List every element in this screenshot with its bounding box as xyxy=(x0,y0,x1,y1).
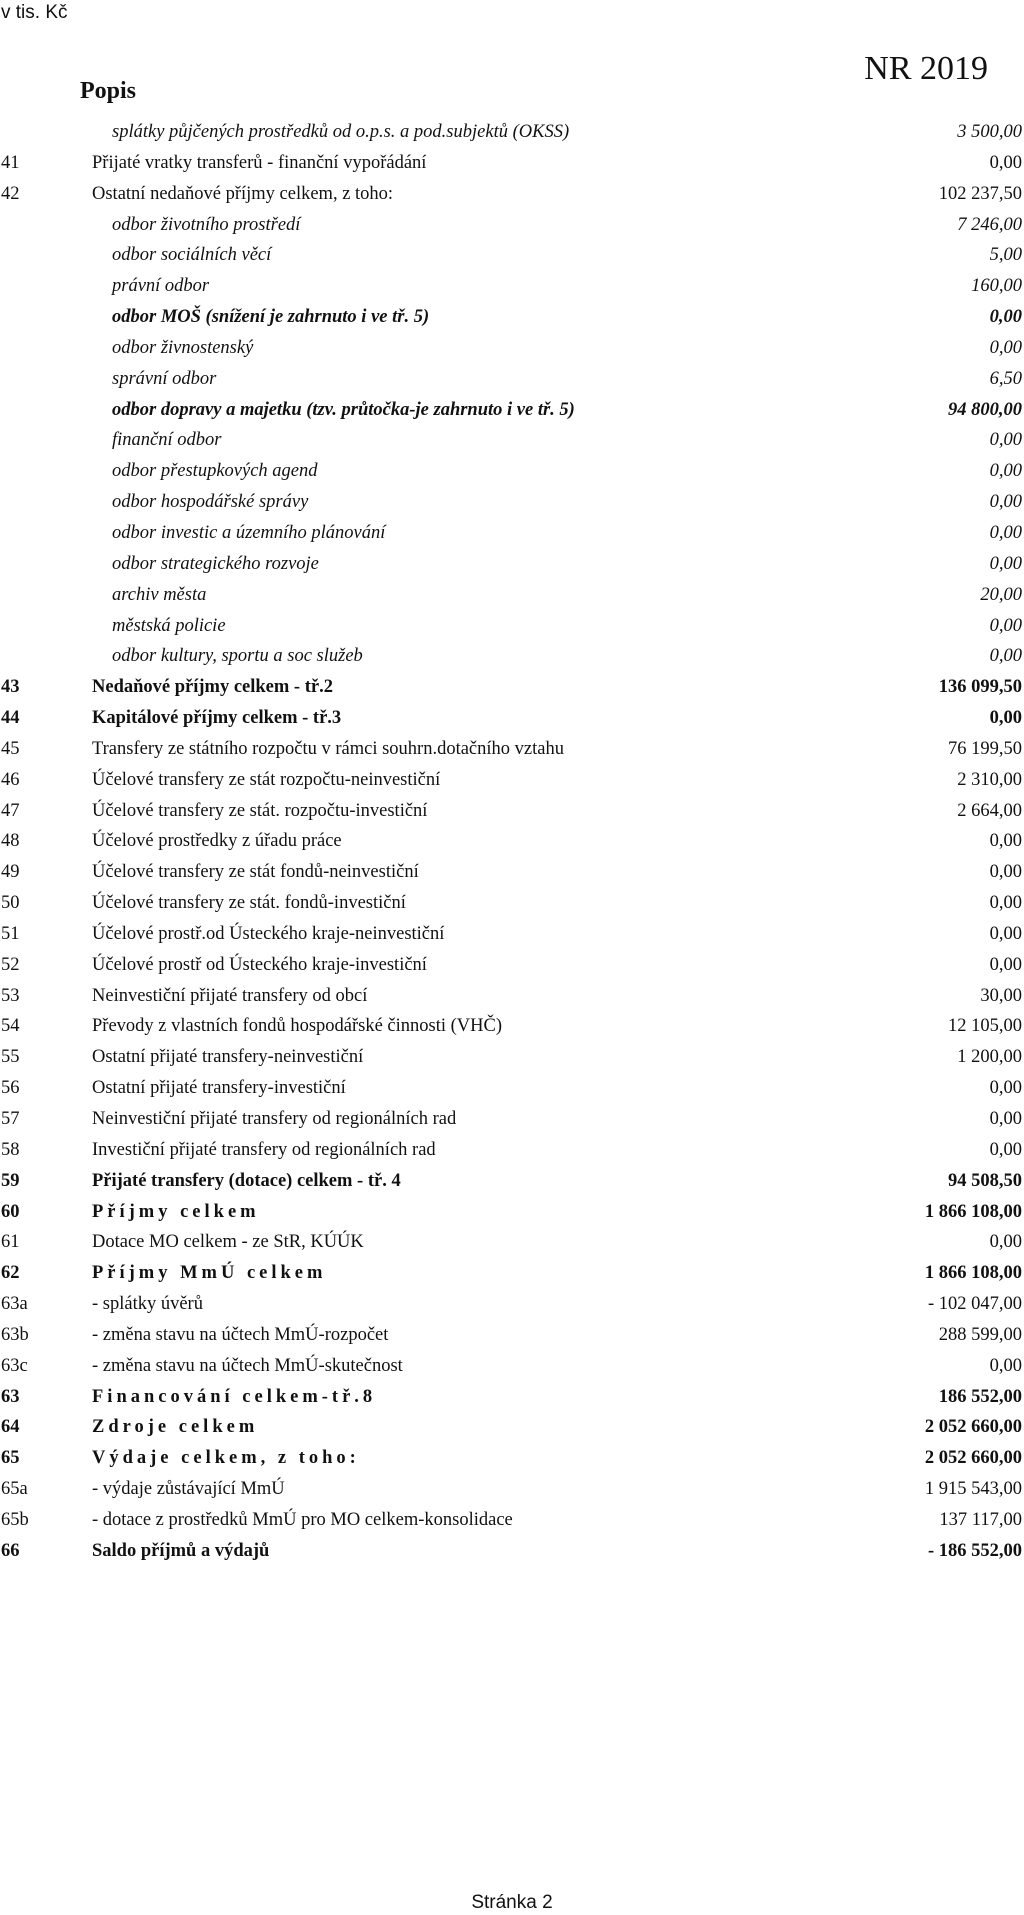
row-label: Účelové transfery ze stát rozpočtu-neinvestiční xyxy=(92,769,441,790)
table-row xyxy=(0,826,1024,857)
table-row xyxy=(0,1073,1024,1104)
row-label: Zdroje celkem xyxy=(92,1417,259,1438)
table-row xyxy=(0,395,1024,426)
row-value: 94 800,00 xyxy=(948,399,1022,420)
row-label: Výdaje celkem, z toho: xyxy=(92,1448,360,1469)
table-row xyxy=(0,981,1024,1012)
row-value: 2 052 660,00 xyxy=(924,1417,1022,1438)
row-label: odbor přestupkových agend xyxy=(112,461,318,482)
table-row xyxy=(0,611,1024,642)
row-label: - výdaje zůstávající MmÚ xyxy=(92,1479,285,1500)
row-value: 0,00 xyxy=(989,1139,1022,1160)
table-row xyxy=(0,210,1024,241)
table-row xyxy=(0,734,1024,765)
table-row xyxy=(0,1104,1024,1135)
row-value: 0,00 xyxy=(989,152,1022,173)
row-label: Přijaté vratky transferů - finanční vypořádání xyxy=(92,152,427,173)
table-row xyxy=(0,641,1024,672)
row-value: 102 237,50 xyxy=(938,183,1022,204)
table-row xyxy=(0,1011,1024,1042)
row-value: 0,00 xyxy=(989,1232,1022,1253)
row-label: splátky půjčených prostředků od o.p.s. a pod.subjektů (OKSS) xyxy=(112,122,570,142)
table-row xyxy=(0,549,1024,580)
row-number: 45 xyxy=(1,738,20,759)
row-value: 1 915 543,00 xyxy=(924,1479,1022,1500)
row-label: odbor sociálních věcí xyxy=(112,245,272,266)
row-label: odbor dopravy a majetku (tzv. průtočka-je zahrnuto i ve tř. 5) xyxy=(112,399,575,420)
row-number: 65a xyxy=(1,1479,28,1500)
row-number: 44 xyxy=(1,708,20,729)
table-row xyxy=(0,1042,1024,1073)
row-number: 61 xyxy=(1,1232,20,1253)
table-row xyxy=(0,148,1024,179)
row-number: 43 xyxy=(1,677,20,698)
row-value: 0,00 xyxy=(989,553,1022,574)
row-label: odbor živnostenský xyxy=(112,337,254,358)
table-row xyxy=(0,1474,1024,1505)
row-label: Neinvestiční přijaté transfery od regionálních rad xyxy=(92,1109,457,1129)
row-value: 0,00 xyxy=(989,923,1022,944)
row-label: - dotace z prostředků MmÚ pro MO celkem-konsolidace xyxy=(92,1509,513,1530)
row-label: odbor investic a územního plánování xyxy=(112,522,386,543)
row-value: 0,00 xyxy=(989,708,1022,729)
row-label: Převody z vlastních fondů hospodářské činnosti (VHČ) xyxy=(92,1016,503,1037)
row-value: 0,00 xyxy=(989,1078,1022,1099)
table-row xyxy=(0,1289,1024,1320)
row-number: 52 xyxy=(1,954,20,975)
row-value: 2 052 660,00 xyxy=(924,1448,1022,1469)
row-value: 0,00 xyxy=(989,646,1022,667)
row-value: 0,00 xyxy=(989,492,1022,513)
table-row xyxy=(0,179,1024,210)
row-value: 0,00 xyxy=(989,615,1022,636)
table-row xyxy=(0,703,1024,734)
row-value: 2 664,00 xyxy=(957,800,1022,821)
row-label: Účelové prostř.od Ústeckého kraje-neinvestiční xyxy=(92,923,445,944)
row-value: 1 866 108,00 xyxy=(924,1263,1022,1284)
table-row xyxy=(0,1382,1024,1413)
row-number: 51 xyxy=(1,923,20,944)
table-row xyxy=(0,1320,1024,1351)
table-row xyxy=(0,1258,1024,1289)
table-row xyxy=(0,1412,1024,1443)
row-value: - 186 552,00 xyxy=(927,1540,1022,1561)
row-label: Nedaňové příjmy celkem - tř.2 xyxy=(92,677,333,698)
row-label: městská policie xyxy=(112,615,226,636)
row-value: - 102 047,00 xyxy=(927,1294,1022,1315)
row-label: odbor kultury, sportu a soc služeb xyxy=(112,646,363,667)
row-label: Financování celkem-tř.8 xyxy=(92,1386,377,1407)
row-label: - změna stavu na účtech MmÚ-skutečnost xyxy=(92,1355,403,1376)
row-label: Příjmy MmÚ celkem xyxy=(92,1263,327,1284)
table-row xyxy=(0,333,1024,364)
row-label: Neinvestiční přijaté transfery od obcí xyxy=(92,985,368,1006)
row-value: 20,00 xyxy=(980,584,1022,605)
row-value: 30,00 xyxy=(980,985,1022,1006)
row-label: odbor životního prostředí xyxy=(112,214,301,235)
row-label: Ostatní přijaté transfery-neinvestiční xyxy=(92,1047,364,1068)
table-row xyxy=(0,1351,1024,1382)
row-label: Ostatní nedaňové příjmy celkem, z toho: xyxy=(92,183,394,204)
row-value: 0,00 xyxy=(989,522,1022,543)
column-title: Popis xyxy=(80,78,137,104)
row-value: 0,00 xyxy=(989,461,1022,482)
table-row xyxy=(0,456,1024,487)
row-value: 0,00 xyxy=(989,1109,1022,1129)
row-value: 0,00 xyxy=(989,893,1022,914)
table-row xyxy=(0,1166,1024,1197)
table-row xyxy=(0,518,1024,549)
row-label: Ostatní přijaté transfery-investiční xyxy=(92,1078,346,1099)
row-value: 7 246,00 xyxy=(957,214,1022,235)
row-label: odbor hospodářské správy xyxy=(112,492,309,513)
row-value: 94 508,50 xyxy=(948,1170,1022,1191)
row-label: archiv města xyxy=(112,584,207,605)
row-number: 41 xyxy=(1,152,20,173)
year-column-header: NR 2019 xyxy=(864,50,988,87)
row-number: 48 xyxy=(1,831,20,852)
row-number: 63c xyxy=(1,1355,28,1376)
row-number: 42 xyxy=(1,183,20,204)
table-row xyxy=(0,1135,1024,1166)
row-label: Investiční přijaté transfery od regionálních rad xyxy=(92,1139,436,1160)
row-label: Účelové transfery ze stát. rozpočtu-investiční xyxy=(92,800,428,821)
row-number: 64 xyxy=(1,1417,20,1438)
row-value: 288 599,00 xyxy=(938,1324,1022,1345)
row-value: 186 552,00 xyxy=(938,1386,1022,1407)
table-row xyxy=(0,580,1024,611)
row-number: 62 xyxy=(1,1263,20,1284)
row-number: 53 xyxy=(1,985,20,1006)
row-value: 5,00 xyxy=(989,245,1022,266)
row-value: 0,00 xyxy=(989,954,1022,975)
row-label: - změna stavu na účtech MmÚ-rozpočet xyxy=(92,1324,389,1345)
row-number: 56 xyxy=(1,1078,20,1099)
row-label: Účelové prostředky z úřadu práce xyxy=(92,831,342,852)
row-label: Saldo příjmů a výdajů xyxy=(92,1540,270,1561)
row-value: 6,50 xyxy=(989,368,1022,389)
table-row xyxy=(0,1197,1024,1228)
row-value: 136 099,50 xyxy=(938,677,1022,698)
row-label: Transfery ze státního rozpočtu v rámci souhrn.dotačního vztahu xyxy=(92,738,564,759)
row-number: 66 xyxy=(1,1540,20,1561)
table-row xyxy=(0,487,1024,518)
table-row xyxy=(0,1505,1024,1536)
row-number: 46 xyxy=(1,769,20,790)
table-row xyxy=(0,1443,1024,1474)
page-number: Stránka 2 xyxy=(471,1892,553,1913)
table-row xyxy=(0,919,1024,950)
row-value: 12 105,00 xyxy=(948,1016,1022,1037)
row-number: 49 xyxy=(1,862,20,883)
table-row xyxy=(0,672,1024,703)
row-number: 60 xyxy=(1,1201,20,1222)
row-number: 57 xyxy=(1,1109,20,1129)
row-value: 1 866 108,00 xyxy=(924,1201,1022,1222)
row-number: 63 xyxy=(1,1386,20,1407)
row-number: 55 xyxy=(1,1047,20,1068)
row-value: 1 200,00 xyxy=(957,1047,1022,1068)
row-label: finanční odbor xyxy=(112,430,222,451)
row-number: 58 xyxy=(1,1139,20,1160)
row-number: 63a xyxy=(1,1294,28,1315)
row-value: 3 500,00 xyxy=(957,122,1022,142)
row-label: Účelové transfery ze stát fondů-neinvestiční xyxy=(92,862,419,883)
row-label: Dotace MO celkem - ze StR, KÚÚK xyxy=(92,1232,364,1253)
budget-table xyxy=(0,117,1024,1567)
row-label: Účelové transfery ze stát. fondů-investiční xyxy=(92,893,406,914)
row-label: právní odbor xyxy=(112,276,210,297)
table-row xyxy=(0,240,1024,271)
row-label: Přijaté transfery (dotace) celkem - tř. 4 xyxy=(92,1170,401,1191)
table-row xyxy=(0,950,1024,981)
unit-label: v tis. Kč xyxy=(1,2,68,23)
row-label: odbor strategického rozvoje xyxy=(112,553,319,574)
row-number: 65b xyxy=(1,1509,29,1530)
row-label: odbor MOŠ (snížení je zahrnuto i ve tř. 5) xyxy=(112,307,430,328)
row-value: 0,00 xyxy=(989,862,1022,883)
row-value: 137 117,00 xyxy=(939,1509,1022,1530)
table-row xyxy=(0,117,1024,148)
row-value: 2 310,00 xyxy=(957,769,1022,790)
row-label: správní odbor xyxy=(112,368,217,389)
table-row xyxy=(0,857,1024,888)
row-value: 0,00 xyxy=(989,1355,1022,1376)
table-row xyxy=(0,796,1024,827)
table-row xyxy=(0,888,1024,919)
row-number: 63b xyxy=(1,1324,29,1345)
row-label: Kapitálové příjmy celkem - tř.3 xyxy=(92,708,342,729)
row-number: 47 xyxy=(1,800,20,821)
row-number: 54 xyxy=(1,1016,20,1037)
table-row xyxy=(0,271,1024,302)
table-row xyxy=(0,425,1024,456)
row-label: Příjmy celkem xyxy=(92,1201,260,1222)
table-row xyxy=(0,1227,1024,1258)
table-row xyxy=(0,1536,1024,1567)
row-number: 50 xyxy=(1,893,20,914)
table-row xyxy=(0,302,1024,333)
row-label: Účelové prostř od Ústeckého kraje-investiční xyxy=(92,954,427,975)
row-number: 59 xyxy=(1,1170,20,1191)
row-label: - splátky úvěrů xyxy=(92,1294,203,1315)
row-value: 0,00 xyxy=(989,337,1022,358)
row-value: 0,00 xyxy=(989,307,1022,328)
row-value: 0,00 xyxy=(989,831,1022,852)
row-value: 0,00 xyxy=(989,430,1022,451)
table-row xyxy=(0,364,1024,395)
row-value: 76 199,50 xyxy=(948,738,1022,759)
row-value: 160,00 xyxy=(971,276,1022,297)
row-number: 65 xyxy=(1,1448,20,1469)
table-row xyxy=(0,765,1024,796)
